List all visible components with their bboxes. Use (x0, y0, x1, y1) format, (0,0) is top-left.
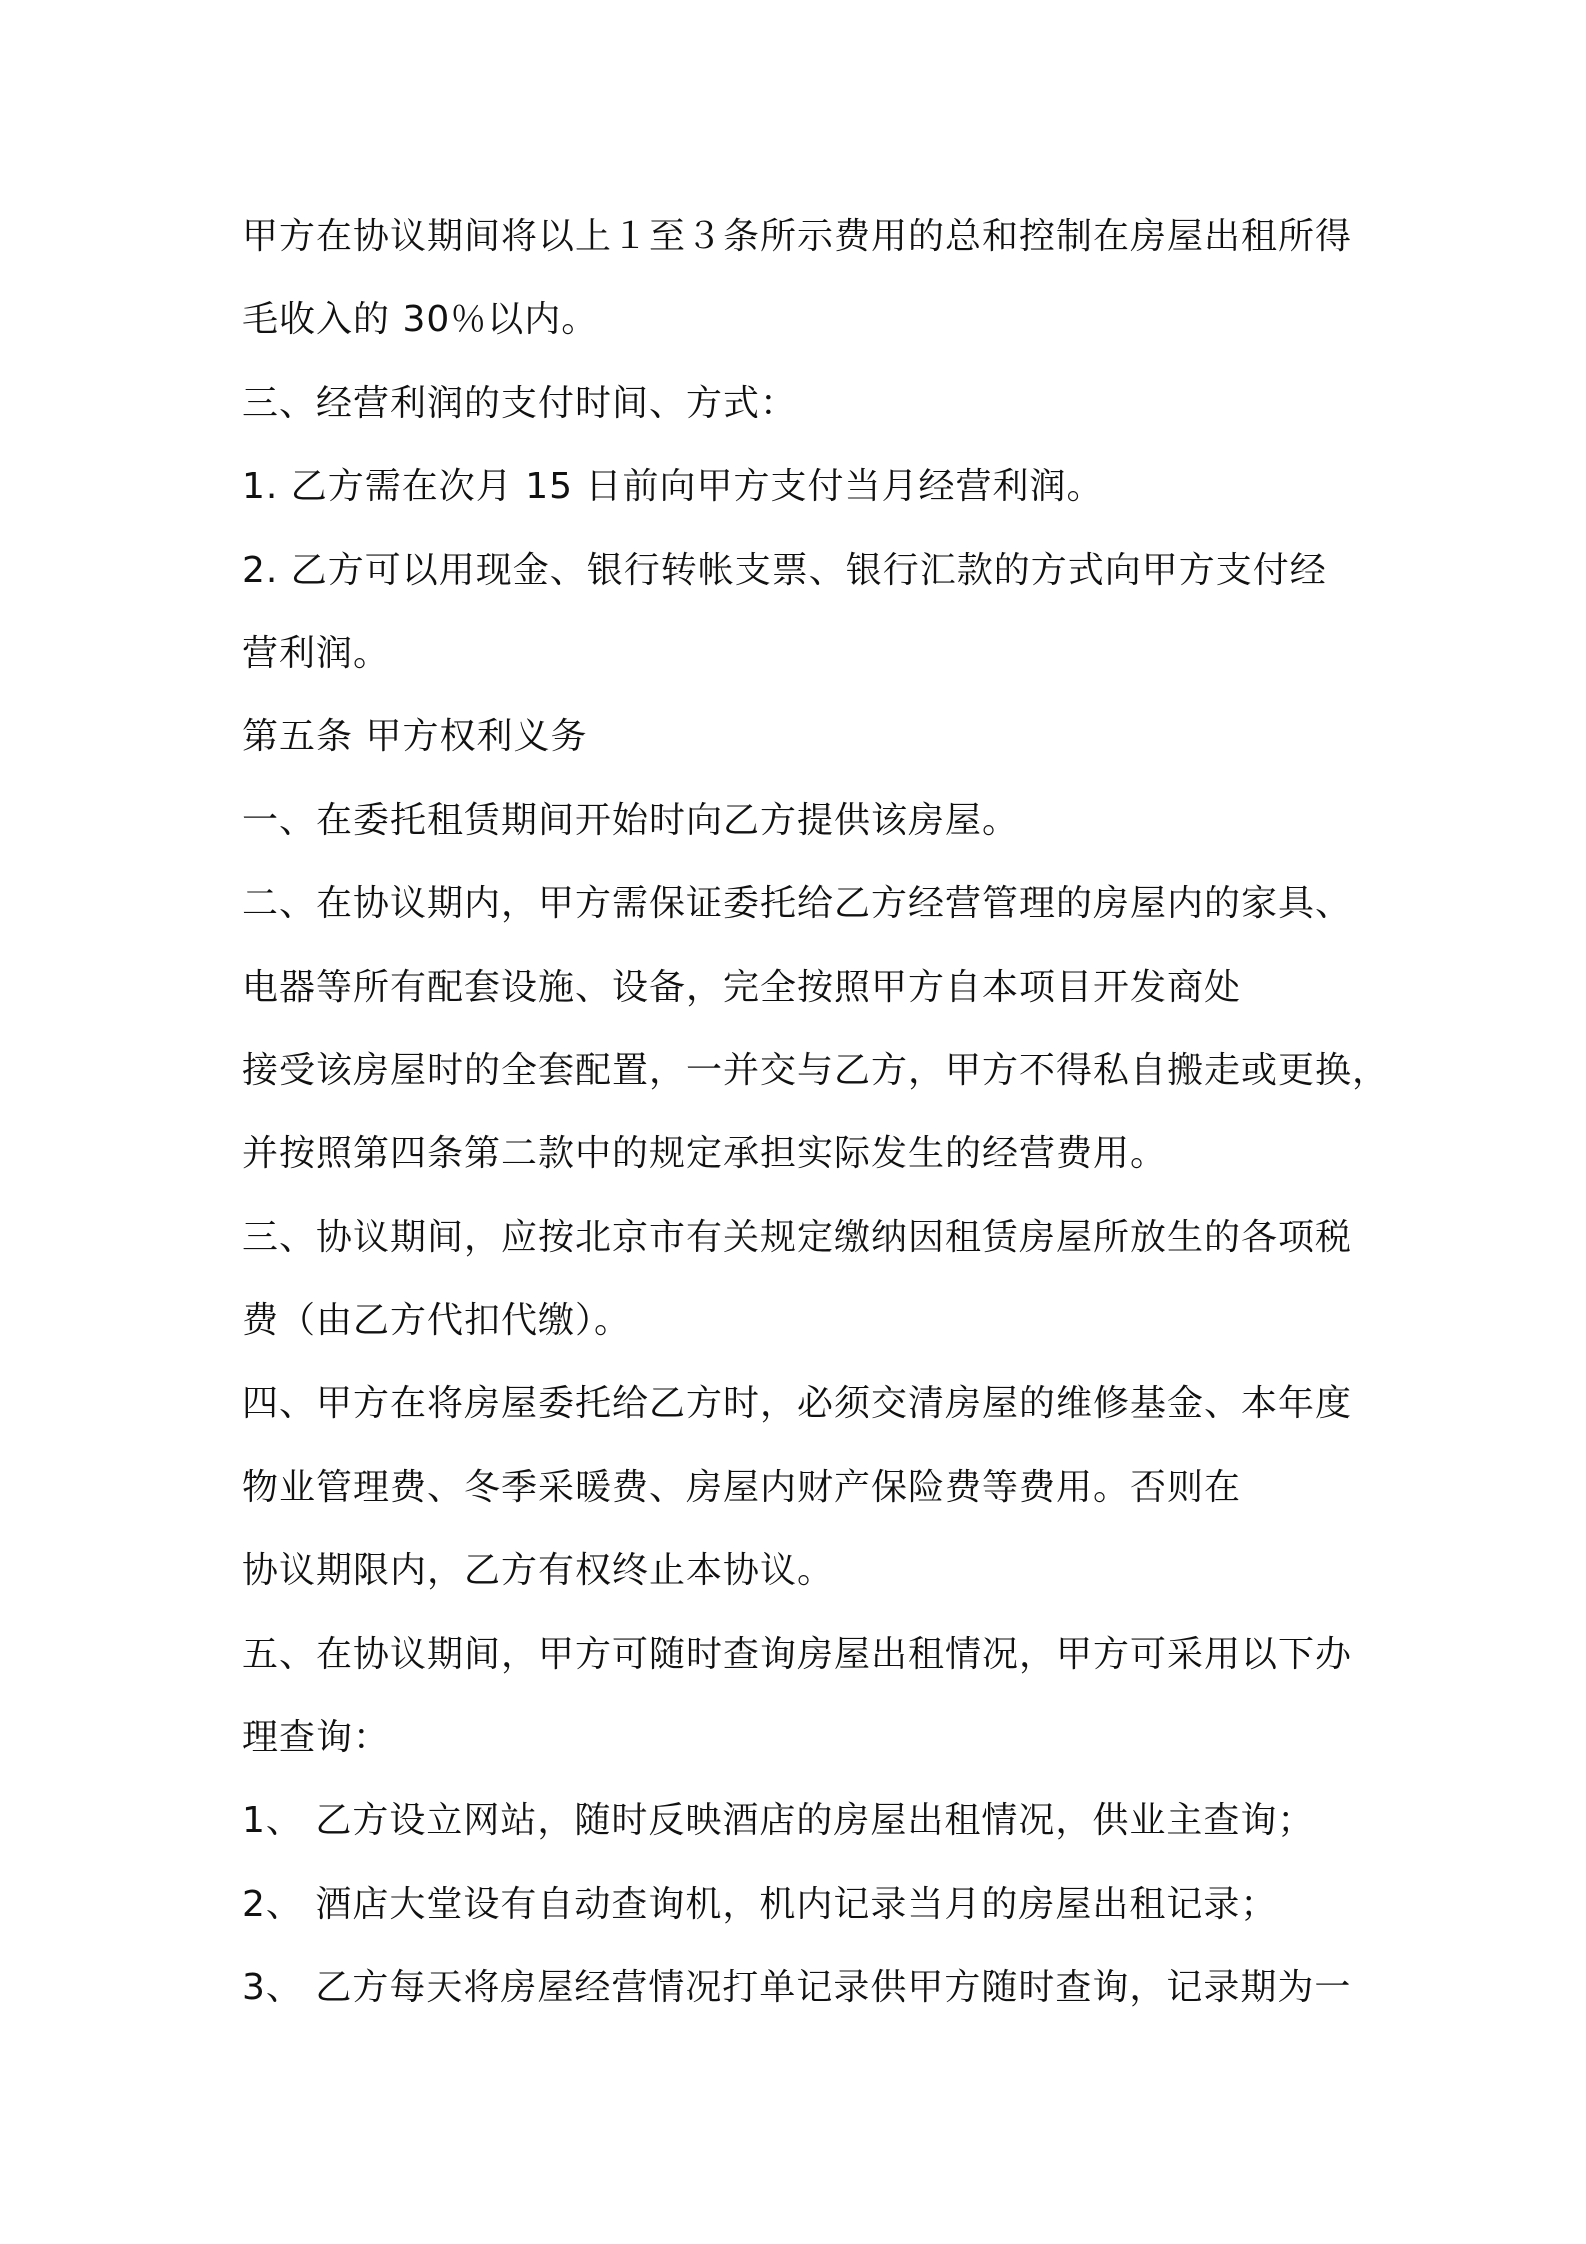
text-line: 费（由乙方代扣代缴）。 (242, 1300, 632, 1342)
text-line: 接受该房屋时的全套配置，一并交与乙方，甲方不得私自搬走或更换， (242, 1049, 1390, 1091)
text-line: 四、甲方在将房屋委托给乙方时，必须交清房屋的维修基金、本年度 (242, 1383, 1353, 1425)
text-line: 营利润。 (242, 632, 391, 674)
text-line: 甲方在协议期间将以上１至３条所示费用的总和控制在房屋出租所得 (242, 216, 1353, 257)
text-line: 理查询： (242, 1717, 391, 1759)
text-line: 五、在协议期间，甲方可随时查询房屋出租情况，甲方可采用以下办 (242, 1633, 1353, 1675)
article-heading: 第五条 甲方权利义务 (242, 716, 588, 758)
document-page (242, 195, 1390, 2030)
text-line: 并按照第四条第二款中的规定承担实际发生的经营费用。 (242, 1133, 1168, 1175)
text-line: 2. 乙方可以用现金、银行转帐支票、银行汇款的方式向甲方支付经 (242, 549, 1327, 591)
text-line: 二、在协议期内，甲方需保证委托给乙方经营管理的房屋内的家具、 (242, 883, 1353, 925)
text-line: 电器等所有配套设施、设备，完全按照甲方自本项目开发商处 (242, 966, 1242, 1008)
list-item: 2、 酒店大堂设有自动查询机，机内记录当月的房屋出租记录； (242, 1883, 1278, 1925)
text-line: 物业管理费、冬季采暖费、房屋内财产保险费等费用。否则在 (242, 1466, 1242, 1508)
list-item: 1、 乙方设立网站，随时反映酒店的房屋出租情况，供业主查询； (242, 1800, 1315, 1842)
text-line: 协议期限内，乙方有权终止本协议。 (242, 1550, 835, 1592)
text-line: 一、在委托租赁期间开始时向乙方提供该房屋。 (242, 799, 1020, 841)
text-line: 1. 乙方需在次月 15 日前向甲方支付当月经营利润。 (242, 466, 1104, 508)
text-line: 毛收入的 30％以内。 (242, 299, 599, 341)
text-line: 三、协议期间，应按北京市有关规定缴纳因租赁房屋所放生的各项税 (242, 1216, 1353, 1258)
section-heading: 三、经营利润的支付时间、方式： (242, 382, 798, 424)
list-item: 3、 乙方每天将房屋经营情况打单记录供甲方随时查询，记录期为一 (242, 1967, 1352, 2009)
